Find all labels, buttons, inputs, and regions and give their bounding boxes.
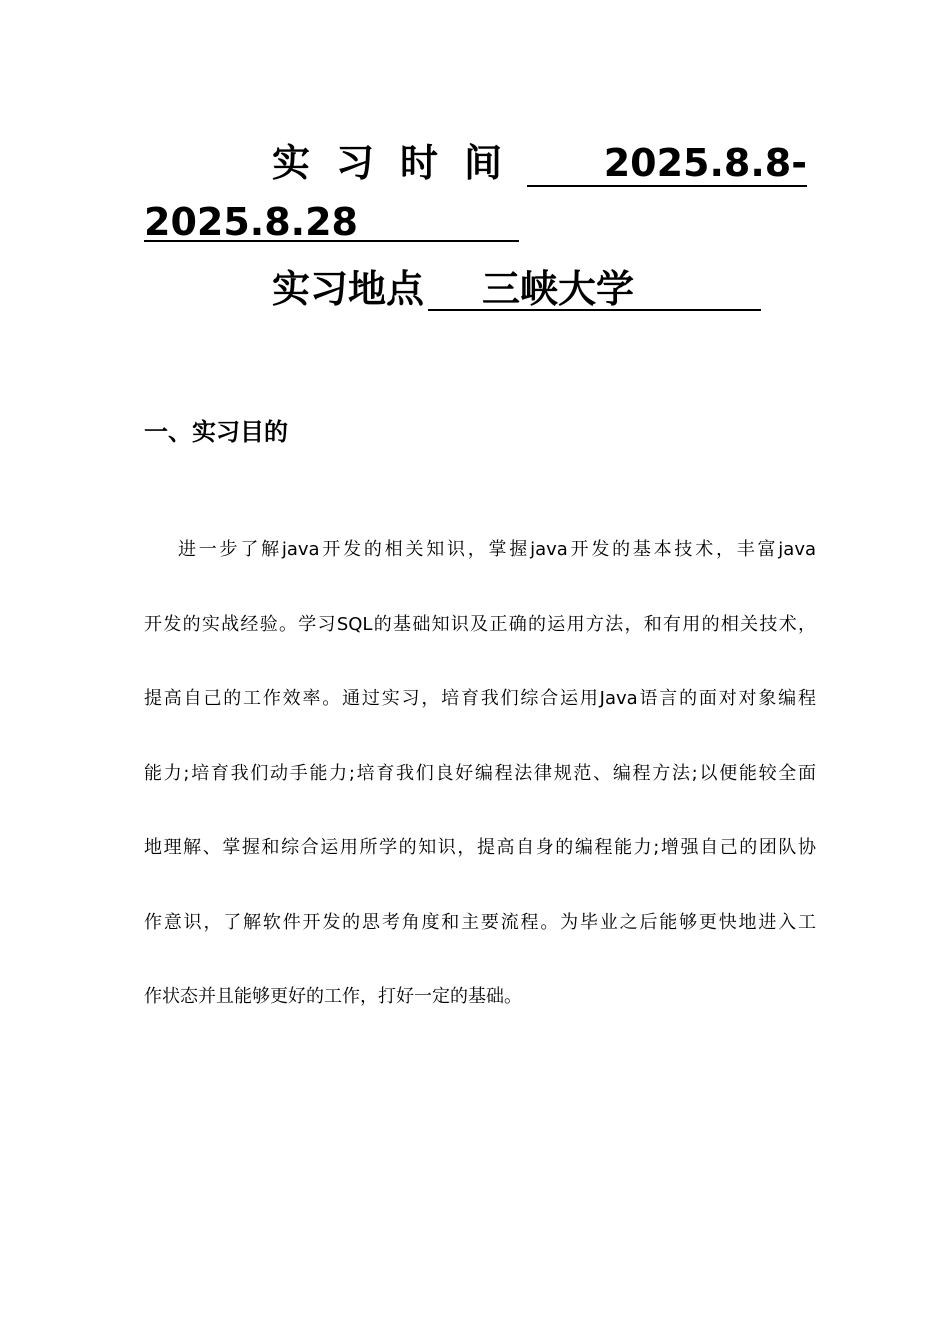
- time-label-char: 习: [336, 141, 375, 185]
- paragraph-line: 进一步了解java开发的相关知识，掌握java开发的基本技术，丰富java: [178, 539, 816, 560]
- internship-place-label: 实习地点: [272, 267, 425, 311]
- paragraph-line: 作状态并且能够更好的工作，打好一定的基础。: [144, 986, 522, 1007]
- purpose-paragraph: [144, 532, 816, 1054]
- paragraph-line: 提高自己的工作效率。通过实习，培育我们综合运用Java语言的面对对象编程: [144, 688, 816, 709]
- internship-time-label: [272, 141, 503, 185]
- paragraph-line: 能力;培育我们动手能力;培育我们良好编程法律规范、编程方法;以便能较全面: [144, 762, 816, 784]
- internship-place-value: 三峡大学: [428, 270, 761, 311]
- internship-time-value-line1: 2025.8.8-: [527, 144, 807, 187]
- time-label-char: 实: [272, 141, 311, 185]
- section-heading-purpose: 一、实习目的: [144, 418, 288, 446]
- time-label-char: 时: [400, 141, 439, 185]
- internship-time-value-line2: 2025.8.28: [144, 203, 519, 242]
- paragraph-line: 开发的实战经验。学习SQL的基础知识及正确的运用方法，和有用的相关技术，: [144, 613, 816, 635]
- paragraph-line: 地理解、掌握和综合运用所学的知识，提高自身的编程能力;增强自己的团队协: [144, 837, 816, 858]
- paragraph-line: 作意识，了解软件开发的思考角度和主要流程。为毕业之后能够更快地进入工: [144, 911, 816, 933]
- time-label-char: 间: [464, 141, 503, 185]
